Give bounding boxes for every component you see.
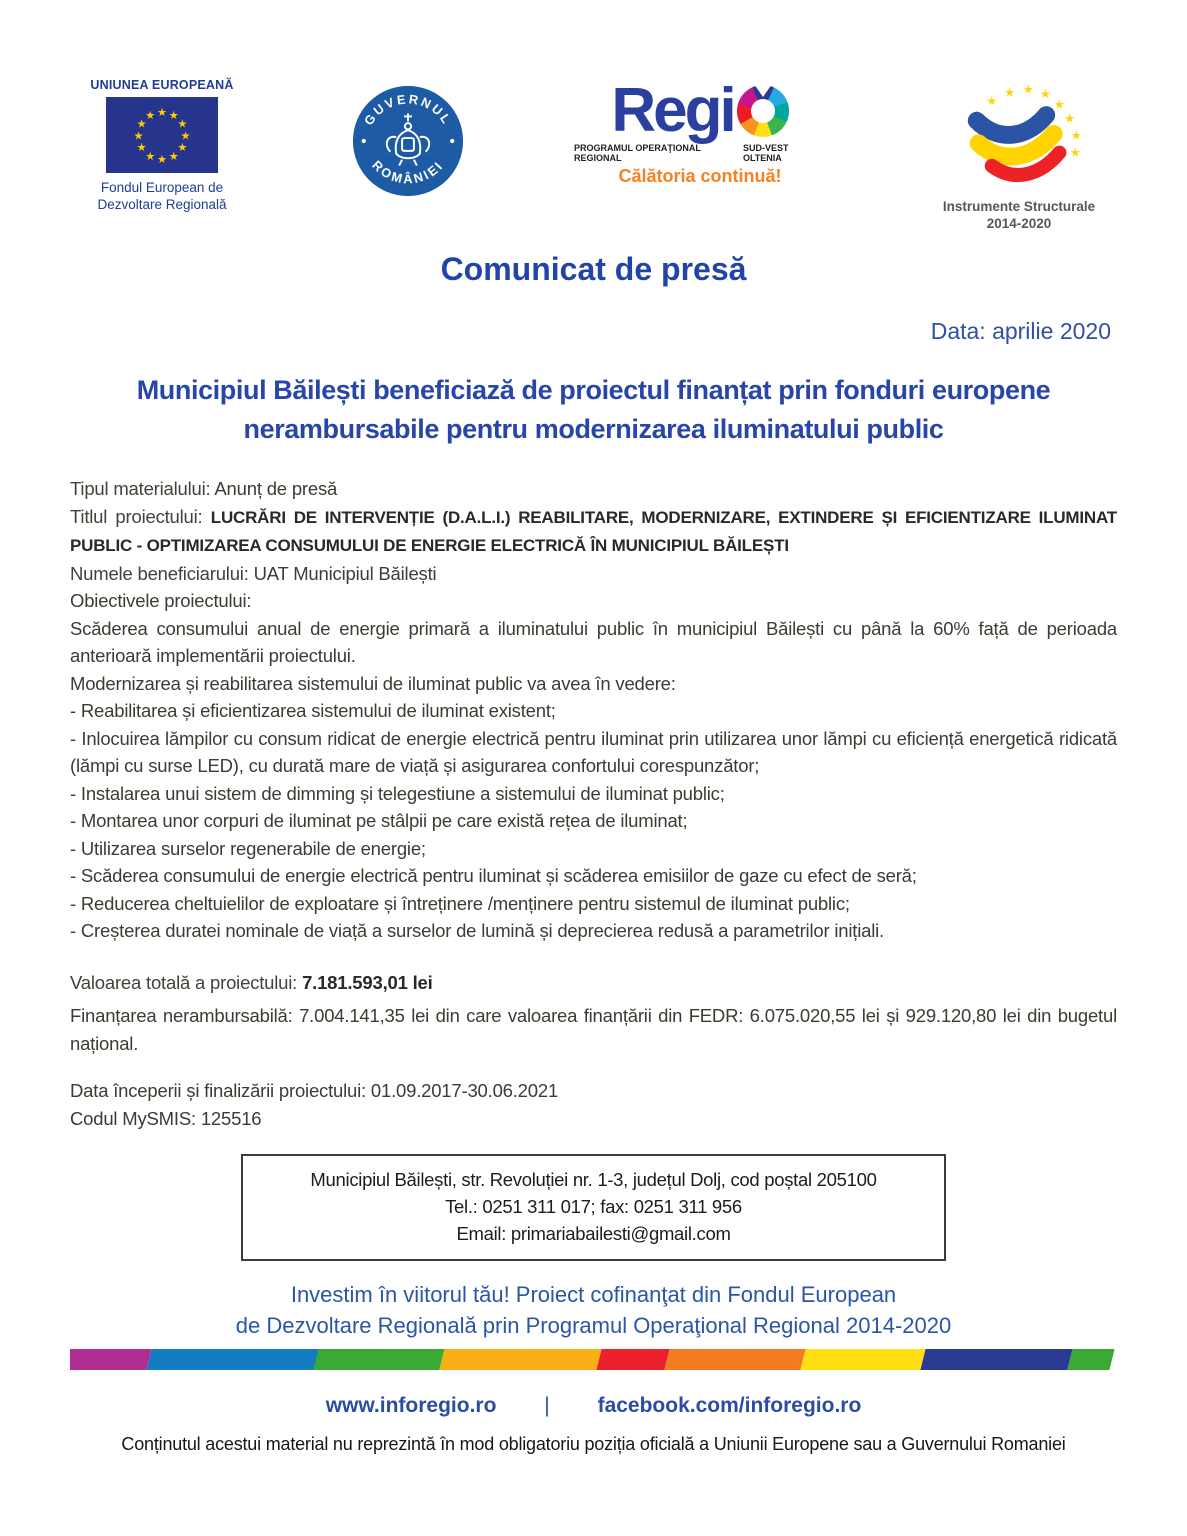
objective-item: - Reabilitarea și eficientizarea sistemului de iluminat existent;	[70, 700, 556, 721]
wheel-hole	[751, 99, 775, 123]
cofinancing-statement: Investim în viitorul tău! Proiect cofinanţat din Fondul European de Dezvoltare Regională prin Programul Operaţional Regional 2014-2020	[235, 1282, 952, 1338]
rainbow-segment	[439, 1349, 601, 1370]
inforegio-link[interactable]: www.inforegio.ro	[325, 1394, 497, 1417]
disclaimer: Conținutul acestui material nu reprezintă în mod obligatoriu poziția oficială a Uniunii Europene sau a Guvernului Romaniei	[121, 1434, 1066, 1454]
structural-line2: 2014-2020	[986, 215, 1052, 231]
link-separator: |	[544, 1394, 550, 1417]
svg-text:★: ★	[971, 107, 983, 122]
svg-text:★: ★	[136, 117, 147, 131]
rainbow-segment	[1067, 1349, 1114, 1370]
regio-logo	[574, 76, 826, 187]
wheel-notch	[754, 84, 772, 97]
objective-item: - Creșterea duratei nominale de viață a surselor de lumină și deprecierea redusă a parametrilor inițiali.	[70, 920, 884, 941]
regio-program-label: PROGRAMUL OPERAŢIONAL REGIONAL	[574, 143, 701, 163]
objective-item: - Utilizarea surselor regenerabile de energie;	[70, 837, 426, 859]
rainbow-segment	[70, 1349, 151, 1370]
rainbow-segment	[800, 1349, 926, 1370]
date-line: Data: aprilie 2020	[930, 318, 1111, 344]
regio-color-wheel-icon	[737, 85, 789, 137]
footer-links	[70, 1394, 1117, 1418]
eu-flag-icon	[106, 97, 218, 173]
svg-text:★: ★	[1053, 97, 1065, 112]
svg-text:★: ★	[145, 149, 156, 163]
mysmis-code-line: Codul MySMIS: 125516	[70, 1107, 262, 1129]
gov-seal-top-text: GUVERNUL	[360, 91, 456, 128]
page-title: Comunicat de presă	[440, 251, 747, 287]
svg-text:★: ★	[136, 141, 147, 155]
objective-item: - Montarea unor corpuri de iluminat pe stâlpii pe care există rețea de iluminat;	[70, 810, 688, 831]
objectives-heading: Obiectivele proiectului:	[70, 590, 252, 611]
regio-wordmark: Regi	[611, 76, 734, 145]
objective-item: - Instalarea unui sistem de dimming și telegestiune a sistemului de iluminat public;	[70, 782, 725, 804]
svg-text:★: ★	[156, 105, 168, 119]
svg-text:★: ★	[156, 153, 168, 166]
total-value-line: Valoarea totală a proiectului: 7.181.593,01 lei	[70, 971, 433, 993]
rainbow-segment	[596, 1349, 669, 1370]
eu-stars-icon	[106, 97, 218, 173]
svg-text:★: ★	[1069, 145, 1081, 160]
svg-text:★: ★	[1004, 85, 1016, 100]
material-type-line: Tipul materialului: Anunț de presă	[70, 478, 338, 499]
rainbow-segment	[314, 1349, 445, 1370]
svg-text:★: ★	[168, 149, 179, 163]
structural-line1: Instrumente Structurale	[942, 199, 1096, 214]
rainbow-bar	[70, 1349, 1117, 1370]
svg-text:★: ★	[168, 109, 179, 123]
contact-address: Municipiul Băilești, str. Revoluției nr. 1-3, județul Dolj, cod poștal 205100	[310, 1169, 877, 1190]
headline: Municipiul Băilești beneficiază de proiectul finanțat prin fonduri europene nerambursabile pentru modernizarea iluminatului public	[136, 375, 1051, 444]
contact-box	[241, 1154, 946, 1261]
structural-instruments-icon	[939, 70, 1099, 194]
eu-flag-logo	[82, 78, 242, 214]
contact-email: Email: primariabailesti@gmail.com	[456, 1223, 731, 1244]
svg-text:★: ★	[180, 129, 191, 143]
contact-phone-fax: Tel.: 0251 311 017; fax: 0251 311 956	[445, 1196, 742, 1217]
body-text	[70, 475, 1117, 1132]
logo-header	[70, 0, 1117, 231]
objective-item: - Inlocuirea lămpilor cu consum ridicat de energie electrică pentru iluminat prin utilizarea unor lămpi cu eficiență energetică ridicată (lămpi cu surse LED), cu durată mare de viață și asigurarea confortului corespunzător;	[70, 727, 1117, 776]
svg-text:★: ★	[1070, 128, 1082, 143]
regio-tagline: Călătoria continuă!	[618, 166, 782, 186]
eu-logo-title: UNIUNEA EUROPEANĂ	[90, 78, 234, 92]
objective-item: - Reducerea cheltuielilor de exploatare și întreținere /menținere pentru sistemul de iluminat public;	[70, 892, 850, 914]
svg-text:★: ★	[1039, 87, 1051, 102]
project-period-line: Data începerii și finalizării proiectului: 01.09.2017-30.06.2021	[70, 1080, 559, 1101]
gov-romania-seal	[349, 82, 467, 205]
grant-line: Finanțarea nerambursabilă: 7.004.141,35 lei din care valoarea finanțării din FEDR: 6.075.020,55 lei și 929.120,80 lei din bugetul național.	[70, 1005, 1117, 1054]
beneficiary-line: Numele beneficiarului: UAT Municipiul Băilești	[70, 562, 437, 584]
facebook-link[interactable]: facebook.com/inforegio.ro	[597, 1394, 862, 1417]
rainbow-segment	[664, 1349, 805, 1370]
svg-text:★: ★	[177, 141, 188, 155]
structural-instruments-logo	[933, 70, 1105, 233]
svg-text:★: ★	[145, 109, 156, 123]
project-title-line: Titlul proiectului: LUCRĂRI DE INTERVENȚIE (D.A.L.I.) REABILITARE, MODERNIZARE, EXTINDERE ȘI EFICIENTIZARE ILUMINAT PUBLIC - OPTIMIZAREA CONSUMULUI DE ENERGIE ELECTRICĂ ÎN MUNICIPIUL BĂILEȘTI	[70, 505, 1117, 555]
rainbow-segment	[921, 1349, 1073, 1370]
svg-text:★: ★	[133, 129, 144, 143]
eu-logo-subtitle: Fondul European de Dezvoltare Regională	[97, 180, 227, 212]
svg-text:★: ★	[986, 93, 998, 108]
objectives-list-intro: Modernizarea și reabilitarea sistemului de iluminat public va avea în vedere:	[70, 672, 676, 694]
gov-seal-bottom-text: ROMÂNIEI	[369, 157, 447, 187]
objectives-intro: Scăderea consumului anual de energie primară a iluminatului public în municipiul Băilești cu până la 60% față de perioada anterioară implementării proiectului.	[70, 617, 1117, 666]
gov-seal-icon	[349, 82, 467, 200]
svg-text:★: ★	[1064, 111, 1076, 126]
svg-text:★: ★	[177, 117, 188, 131]
rainbow-segment	[146, 1349, 319, 1370]
objective-item: - Scăderea consumului de energie electrică pentru iluminat și scăderea emisiilor de gaze cu efect de seră;	[70, 865, 917, 886]
regio-region-label: SUD-VEST OLTENIA	[742, 143, 789, 163]
svg-text:★: ★	[1022, 82, 1034, 97]
